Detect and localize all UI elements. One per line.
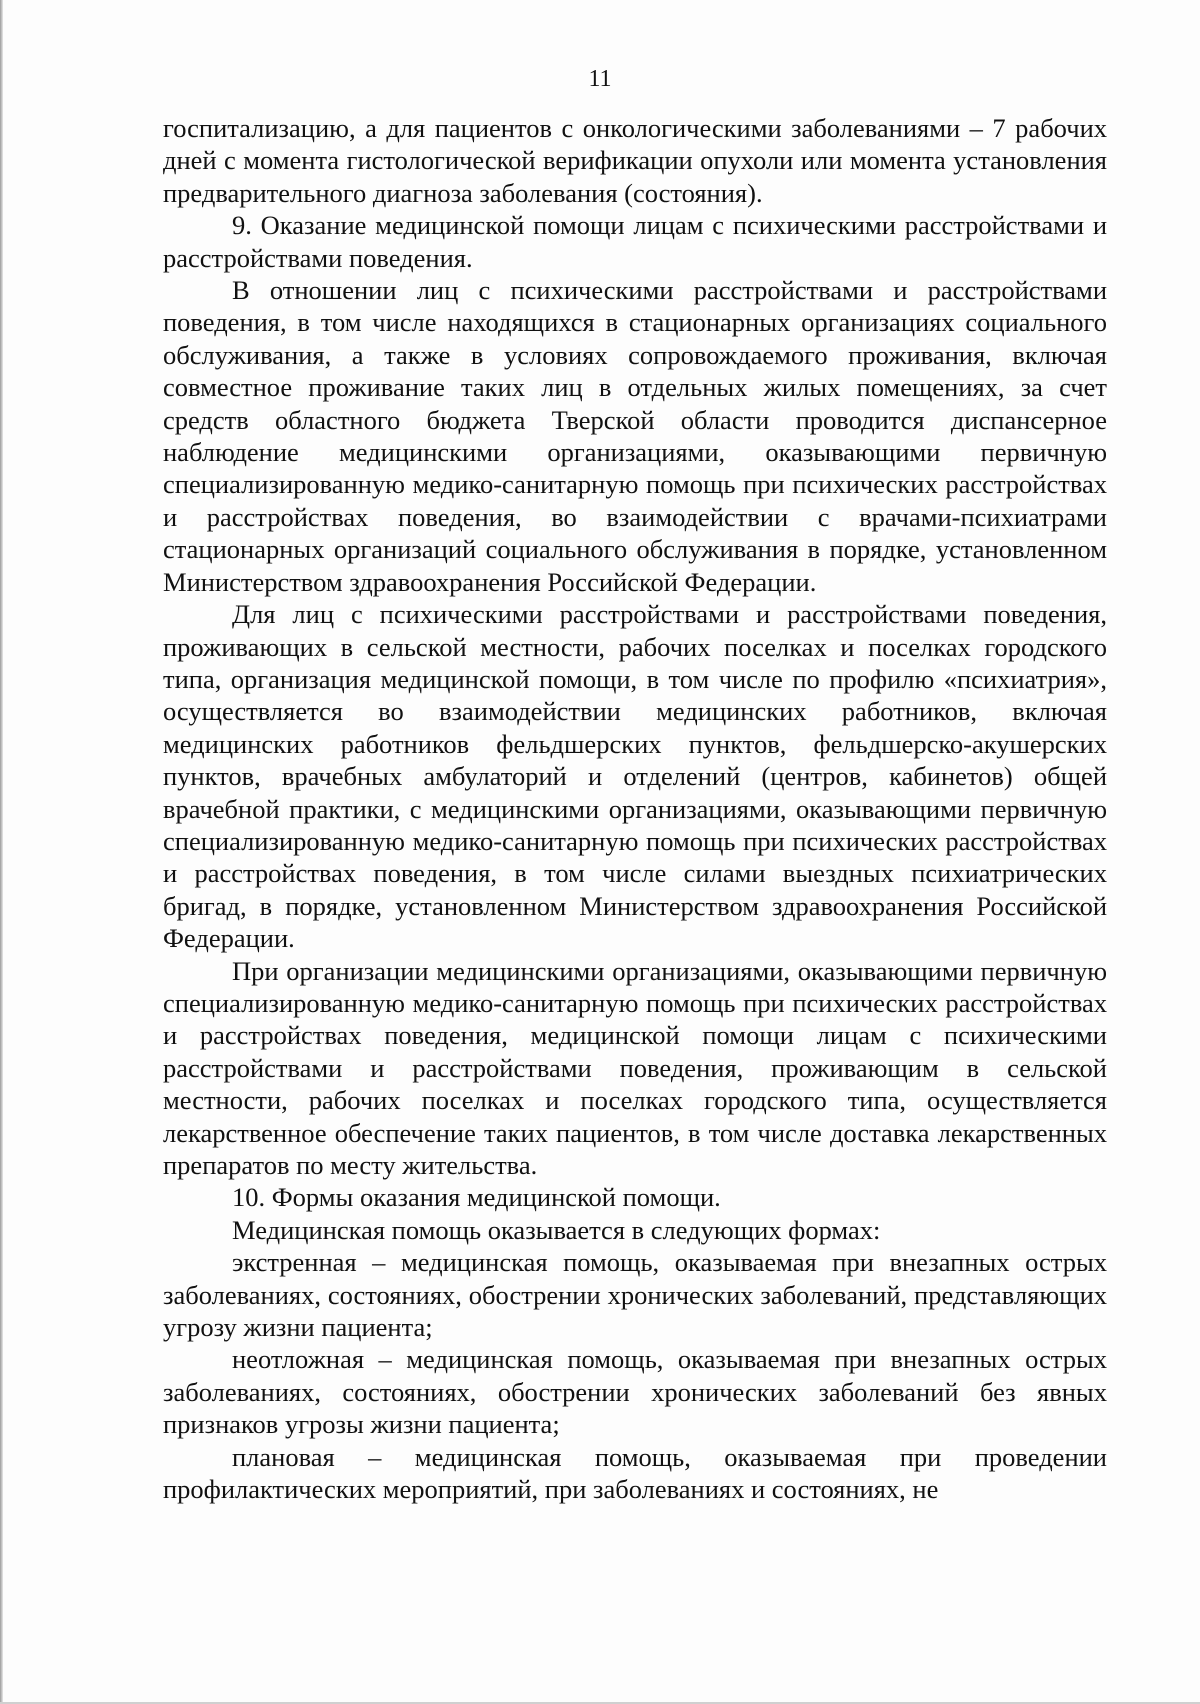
section-heading: 10. Формы оказания медицинской помощи. [232,1182,721,1213]
page-number: 11 [588,66,612,92]
scan-edge-left [0,0,3,1704]
paragraph: В отношении лиц с психическими расстройствами и расстройствами поведения, в том числе находящихся в стационарных организациях социального обслуживания, а также в условиях сопровождаемого проживания, включая совместное проживание таких лиц в отдельных жилых помещениях, за счет средств областного бюджета Тверской области проводится диспансерное наблюдение медицинскими организациями, оказывающими первичную специализированную медико-санитарную помощь при психических расстройствах и расстройствах поведения, во взаимодействии с врачами-психиатрами стационарных организаций социального обслуживания в порядке, установленном Министерством здравоохранения Российской Федерации. [163,275,1107,597]
paragraph: При организации медицинскими организациями, оказывающими первичную специализированную медико-санитарную помощь при психических расстройствах и расстройствах поведения, медицинской помощи лицам с психическими расстройствами и расстройствами поведения, проживающим в сельской местности, рабочих поселках и поселках городского типа, осуществляется лекарственное обеспечение таких пациентов, в том числе доставка лекарственных препаратов по месту жительства. [163,955,1107,1180]
paragraph: госпитализацию, а для пациентов с онкологическими заболеваниями – 7 рабочих дней с момента гистологической верификации опухоли или момента установления предварительного диагноза заболевания (состояния). [163,113,1107,208]
paragraph: плановая – медицинская помощь, оказываемая при проведении профилактических мероприятий, при заболеваниях и состояниях, не [163,1441,1107,1505]
paragraph: 9. Оказание медицинской помощи лицам с психическими расстройствами и расстройствами поведения. [163,210,1107,273]
paragraph: Для лиц с психическими расстройствами и расстройствами поведения, проживающих в сельской местности, рабочих поселках и поселках городского типа, организация медицинской помощи, в том числе по профилю «психиатрия», осуществляется во взаимодействии медицинских работников, включая медицинских работников фельдшерских пунктов, фельдшерско-акушерских пунктов, врачебных амбулаторий и отделений (центров, кабинетов) общей врачебной практики, с медицинскими организациями, оказывающими первичную специализированную медико-санитарную помощь при психических расстройствах и расстройствах поведения, в том числе силами выездных психиатрических бригад, в порядке, установленном Министерством здравоохранения Российской Федерации. [163,599,1107,954]
paragraph: неотложная – медицинская помощь, оказываемая при внезапных острых заболеваниях, состояниях, обострении хронических заболеваний без явных признаков угрозы жизни пациента; [163,1344,1107,1440]
document-body [163,112,1107,1505]
paragraph: экстренная – медицинская помощь, оказываемая при внезапных острых заболеваниях, состояниях, обострении хронических заболеваний, представляющих угрозу жизни пациента; [163,1247,1107,1343]
paragraph: Медицинская помощь оказывается в следующих формах: [232,1214,881,1245]
